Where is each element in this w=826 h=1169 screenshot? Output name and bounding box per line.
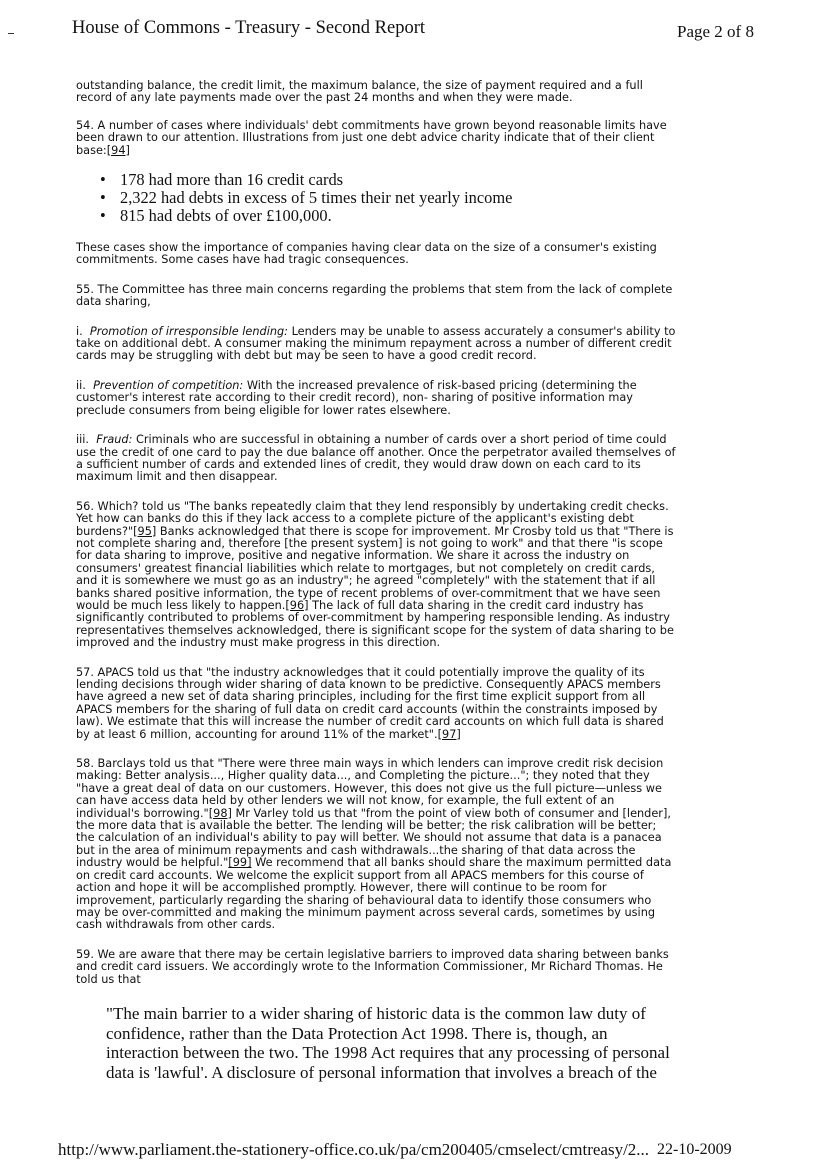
paragraph-56-text-c: The lack of full data sharing in the credit card industry has significantly contributed to problems of over-commitment by hampering responsible lending. As industry representatives themselves acknowledged, there is significant scope for the system of data sharing to be improved and the industry must make progress in this direction.	[76, 598, 674, 650]
paragraph-56-text-a: 56. Which? told us "The banks repeatedly claim that they lend responsibly by undertaking credit checks. Yet how can banks do this if they lack access to a complete picture of the applicant's existing debt burdens?"	[76, 499, 669, 538]
paragraph-58-text-c: We recommend that all banks should share the maximum permitted data on credit card accounts. We welcome the explicit support from all APACS members for this course of action and hope it will be accomplished promptly. However, there will continue to be room for improvement, particularly regarding the sharing of behavioural data to identify those consumers who may be over-committed and making the minimum payment across several cards, sometimes by using cash withdrawals from other cards.	[76, 856, 672, 932]
paragraph-intro: outstanding balance, the credit limit, the maximum balance, the size of payment required and a full record of any late payments made over the past 24 months and when they were made.	[76, 79, 643, 105]
concern-ii-title: Prevention of competition:	[93, 378, 244, 392]
concern-ii-label: ii.	[76, 378, 86, 392]
paragraph-58	[76, 758, 676, 932]
page-header-title: House of Commons - Treasury - Second Report	[72, 18, 426, 38]
paragraph-58-text-a: 58. Barclays told us that "There were three main ways in which lenders can improve credit risk decision making: Better analysis..., Higher quality data..., and Completing the picture..."; they noted that they "have a great deal of data on our customers. However, this does not give us the full picture—unless we can have access data held by other lenders we will not know, for example, the full extent of an individual's borrowing."	[76, 757, 664, 820]
concern-ii	[76, 380, 676, 417]
footnote-link-94[interactable]: [94]	[106, 143, 130, 157]
concern-ii-text: With the increased prevalence of risk-based pricing (determining the customer's interest rate according to their credit record), non- sharing of positive information may preclude consumers from being eligible for lower rates elsewhere.	[76, 378, 637, 417]
footnote-link-99[interactable]: [99]	[228, 856, 252, 870]
page-number: Page 2 of 8	[677, 22, 754, 41]
paragraph-58-text-b: Mr Varley told us that "from the point of view both of consumer and [lender], the more data that is available the better. The lending will be better; the risk calibration will be better; the calculation of an individual's ability to pay will better. We should not assume that data is a panacea but in the area of minimum repayments and cash withdrawals...the sharing of that data across the industry would be helpful."	[76, 806, 671, 870]
concern-iii-text: Criminals who are successful in obtaining a number of cards over a short period of time could use the credit of one card to pay the due balance off another. Once the perpetrator availed themselves of a sufficient number of cards and extended lines of credit, they would draw down on each card to its maximum limit and then disappear.	[76, 433, 676, 484]
paragraph-55: 55. The Committee has three main concerns regarding the problems that stem from the lack of complete data sharing,	[76, 282, 673, 309]
margin-dash	[8, 33, 14, 34]
footnote-link-98[interactable]: [98]	[208, 806, 232, 820]
paragraph-56	[76, 501, 676, 650]
footnote-link-95[interactable]: [95]	[133, 524, 157, 538]
paragraph-54	[76, 120, 676, 157]
commissioner-quote: "The main barrier to a wider sharing of historic data is the common law duty of confidence, rather than the Data Protection Act 1998. There is, though, an interaction between the two. The 1998 Act requires that any processing of personal data is 'lawful'. A disclosure of personal information that involves a breach of the	[106, 1003, 670, 1082]
paragraph-56-text-b: Banks acknowledged that there is scope for improvement. Mr Crosby told us that "There is not complete sharing and, therefore [the present system] is not going to work" and that there "is scope for data sharing to improve, positive and negative information. We share it across the industry on consumers' greatest financial liabilities which relate to mortgages, but not completely on credit cards, and it is somewhere we must go as an industry"; he agreed "completely" with the statement that if all banks shared positive information, the type of recent problems of over-commitment that we have seen would be much less likely to happen.	[76, 524, 674, 612]
report-body	[76, 80, 676, 1082]
footnote-link-96[interactable]: [96]	[285, 598, 309, 612]
paragraph-57-text: 57. APACS told us that "the industry acknowledges that it could potentially improve the quality of its lending decisions through wider sharing of data known to be predictive. Consequently APACS members have agreed a new set of data sharing principles, including for the first time explicit support from all APACS members for the sharing of full data on credit card accounts (within the constraints imposed by law). We estimate that this will increase the number of credit card accounts on which full data is shared by at least 6 million, accounting for around 11% of the market".	[76, 665, 664, 741]
paragraph-59: 59. We are aware that there may be certain legislative barriers to improved data sharing between banks and credit card issuers. We accordingly wrote to the Information Commissioner, Mr Richard Thomas. He told us that	[76, 947, 669, 986]
concern-i-title: Promotion of irresponsible lending:	[89, 324, 288, 338]
footer-date: 22-10-2009	[657, 1141, 732, 1158]
list-item: • 815 had debts of over £100,000.	[120, 207, 676, 225]
statistics-list	[76, 171, 676, 225]
list-item: • 2,322 had debts in excess of 5 times their net yearly income	[120, 189, 676, 207]
concern-iii	[76, 434, 676, 484]
footnote-link-97[interactable]: [97]	[437, 727, 461, 741]
concern-i-text: Lenders may be unable to assess accurately a consumer's ability to take on additional debt. A consumer making the minimum repayment across a number of different credit cards may be struggling with debt but may be seen to have a good credit record.	[76, 324, 676, 363]
paragraph-54-text: 54. A number of cases where individuals' debt commitments have grown beyond reasonable limits have been drawn to our attention. Illustrations from just one debt advice charity indicate that of their client base:	[76, 118, 667, 157]
concern-i	[76, 326, 676, 363]
concern-i-label: i.	[76, 324, 83, 338]
paragraph-cases: These cases show the importance of companies having clear data on the size of a consumer's existing commitments. Some cases have had tragic consequences.	[76, 241, 657, 267]
paragraph-57	[76, 667, 676, 741]
concern-iii-label: iii.	[76, 433, 90, 447]
footer-url: http://www.parliament.the-stationery-office.co.uk/pa/cm200405/cmselect/cmtreasy/2...	[58, 1140, 650, 1159]
list-item: • 178 had more than 16 credit cards	[120, 171, 676, 189]
concern-iii-title: Fraud:	[96, 433, 133, 447]
